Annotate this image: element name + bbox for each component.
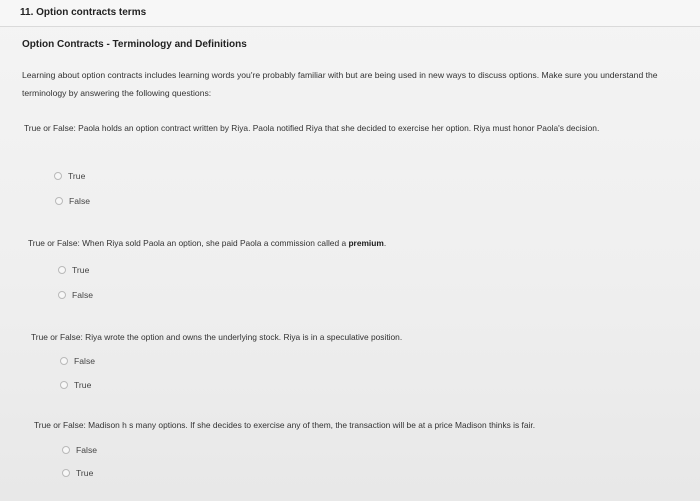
option-label: True xyxy=(74,380,92,390)
radio-icon[interactable] xyxy=(54,172,62,180)
question-2-option-2[interactable] xyxy=(58,290,93,300)
intro-text: Learning about option contracts includes learning words you're probably familiar with but are being used in new ways to discuss options. Make sure you understand the terminology by answering the following questions: xyxy=(22,70,658,98)
question-4-text: True or False: Madison h s many options. If she decides to exercise any of them, the transaction will be at a price Madison thinks is fair. xyxy=(34,420,536,430)
option-label: False xyxy=(69,196,91,206)
section-title: Option Contracts - Terminology and Definitions xyxy=(22,39,247,50)
radio-icon[interactable] xyxy=(58,291,66,299)
question-3-option-2[interactable] xyxy=(60,380,91,390)
option-label: False xyxy=(76,445,98,455)
question-1-text: True or False: Paola holds an option contract written by Riya. Paola notified Riya that she decided to exercise her option. Riya must honor Paola's decision. xyxy=(24,123,600,133)
radio-icon[interactable] xyxy=(60,357,68,365)
radio-icon[interactable] xyxy=(62,469,70,477)
question-4-option-2[interactable] xyxy=(62,468,93,478)
question-1-option-1[interactable] xyxy=(54,171,85,181)
option-label: True xyxy=(68,171,86,181)
option-label: False xyxy=(72,290,94,300)
option-label: True xyxy=(76,468,94,478)
question-3-text: True or False: Riya wrote the option and owns the underlying stock. Riya is in a speculative position. xyxy=(31,332,403,342)
radio-icon[interactable] xyxy=(58,266,66,274)
option-label: False xyxy=(74,356,96,366)
header-bar xyxy=(0,0,700,27)
radio-icon[interactable] xyxy=(55,197,63,205)
radio-icon[interactable] xyxy=(62,446,70,454)
question-2-option-1[interactable] xyxy=(58,265,89,275)
question-4-option-1[interactable] xyxy=(62,445,97,455)
radio-icon[interactable] xyxy=(60,381,68,389)
question-2-text-start: True or False: When Riya sold Paola an option, she paid Paola a commission called a xyxy=(28,238,349,248)
question-1-option-2[interactable] xyxy=(55,196,90,206)
question-2-text xyxy=(28,235,678,251)
question-3-option-1[interactable] xyxy=(60,356,95,366)
option-label: True xyxy=(72,265,90,275)
question-header-title: 11. Option contracts terms xyxy=(20,7,147,18)
question-2-keyword: premium xyxy=(348,238,384,248)
question-2-text-end: . xyxy=(383,238,387,248)
